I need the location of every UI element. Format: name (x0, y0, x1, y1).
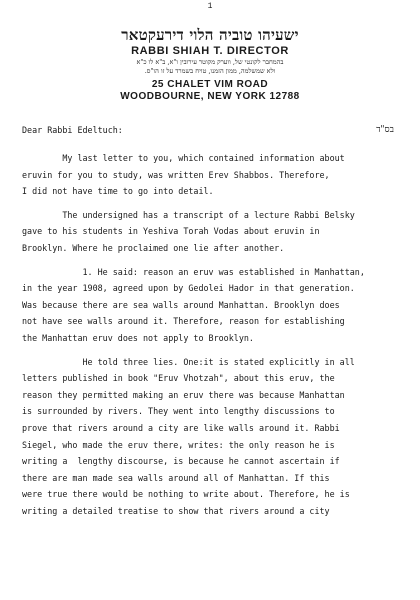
text-line: were true there would be nothing to write about. Therefore, he is (22, 489, 350, 500)
text-line: 1. He said: reason an eruv was established in Manhattan, (22, 266, 365, 277)
text-line: Brooklyn. Where he proclaimed one lie after another. (22, 242, 285, 253)
text-line: Siegel, who made the eruv there, writes: the only reason he is (22, 439, 335, 450)
paragraph (22, 264, 398, 347)
text-line: writing a lengthy discourse, is because he cannot ascertain if (22, 456, 340, 467)
text-line: writing a detailed treatise to show that rivers around a city (22, 505, 330, 516)
paragraph (22, 207, 398, 257)
text-line: prove that rivers around a city are like walls around it. Rabbi (22, 422, 340, 433)
letterhead-hebrew-subline: בהמחבר לקונטי של, ווערק מקוטר עירובין ו"א, ב"א לו כ"א (136, 58, 284, 66)
text-line: eruvin for you to study, was written Erev Shabbos. Therefore, (22, 169, 330, 180)
text-line: there are man made sea walls around all of Manhattan. If this (22, 472, 330, 483)
text-line: I did not have time to go into detail. (22, 186, 214, 197)
letterhead-hebrew-name: ישעיהו טוביה הלוי דירעקטאר (121, 26, 299, 44)
letter-body (22, 150, 398, 519)
text-line: He told three lies. One:it is stated explicitly in all (22, 356, 355, 367)
text-line: My last letter to you, which contained information about (22, 153, 345, 163)
letterhead-city-address: WOODBOURNE, NEW YORK 12788 (120, 91, 300, 102)
text-line: letters published in book "Eruv Vhotzah", about this eruv, the (22, 373, 335, 384)
text-line: Was because there are sea walls around Manhattan. Brooklyn does (22, 299, 340, 310)
paragraph (22, 354, 398, 520)
text-line: gave to his students in Yeshiva Torah Vodas about eruvin in (22, 226, 320, 237)
text-line: not have see walls around it. Therefore, reason for establishing (22, 316, 345, 327)
text-line: reason they permitted making an eruv there was because Manhattan (22, 389, 345, 400)
text-line: in the year 1908, agreed upon by Gedolei Hador in that generation. (22, 283, 355, 294)
letterhead (0, 26, 420, 103)
letterhead-street-address: 25 CHALET VIM ROAD (151, 79, 269, 90)
text-line: the Manhattan eruv does not apply to Brooklyn. (22, 332, 254, 343)
text-line: is surrounded by rivers. They went into lengthy discussions to (22, 406, 335, 417)
page-number: 1 (207, 2, 213, 11)
letterhead-hebrew-subline-2: ולא שמשלמה, ממון הזמנו, טויח בשמרד על זו הו"ס. (144, 67, 276, 75)
salutation-row (22, 124, 394, 136)
text-line: The undersigned has a transcript of a lecture Rabbi Belsky (22, 209, 355, 220)
bsd-mark: בס"ד (376, 125, 394, 135)
paragraph (22, 150, 398, 200)
salutation: Dear Rabbi Edeltuch: (22, 125, 123, 135)
letterhead-english-name: RABBI SHIAH T. DIRECTOR (131, 45, 289, 57)
